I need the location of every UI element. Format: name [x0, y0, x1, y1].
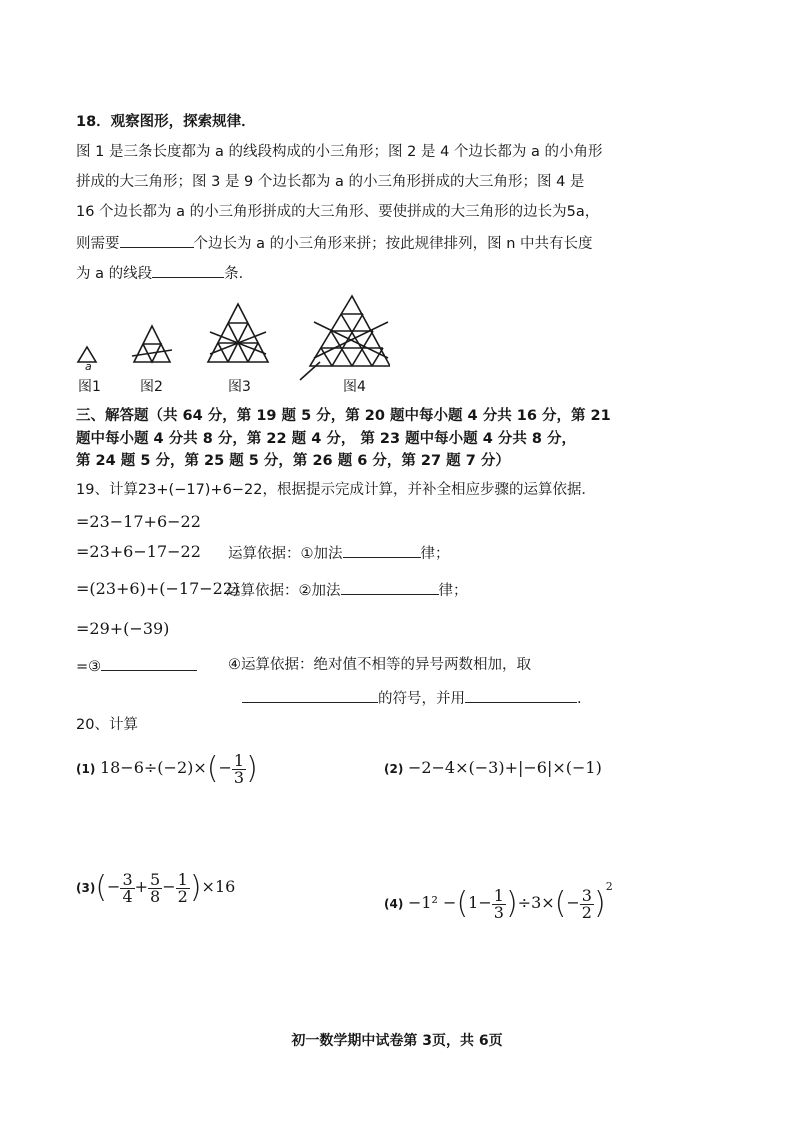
triangle-figures — [70, 292, 390, 382]
q20-p3-tail: ×16 — [201, 877, 236, 896]
q19-step5 — [76, 656, 197, 676]
q19-basis1-tail: 律； — [420, 546, 450, 562]
figure-1-side-label: a — [85, 360, 92, 373]
q20-p4-rparen1: ) — [505, 886, 518, 921]
q19-basis2-text: 运算依据：②加法 — [226, 583, 341, 599]
q20-p4-expr: −1² − — [407, 893, 457, 912]
q20-p4-lparen2: ( — [554, 886, 567, 921]
figure-3-triangle — [208, 304, 268, 362]
q19-basis4-end: . — [577, 691, 582, 707]
q19-basis4: ④运算依据：绝对值不相等的异号两数相加，取 — [228, 657, 531, 673]
q20-p4-one: 1− — [468, 893, 492, 912]
q20-p1-minus: − — [218, 758, 232, 777]
section3-line2: 题中每小题 4 分共 8 分，第 22 题 4 分， 第 23 题中每小题 4 分共 8 分， — [76, 431, 577, 447]
q18-text-need: 则需要 — [76, 236, 120, 252]
q18-text-tiao: 条． — [224, 266, 254, 282]
q19-basis1 — [228, 543, 450, 563]
q20-p2-label: (2) — [384, 762, 404, 776]
page-footer: 初一数学期中试卷第 3页，共 6页 — [291, 1033, 503, 1049]
section3-line3: 第 24 题 5 分，第 25 题 5 分，第 26 题 6 分，第 27 题 7 分） — [76, 453, 510, 469]
q19-blank-4[interactable] — [242, 688, 378, 703]
q20-p3-minus: − — [107, 877, 121, 896]
q19-step1: =23−17+6−22 — [76, 512, 201, 531]
q19-blank-2[interactable] — [341, 580, 439, 595]
q20-p1-lparen: ( — [206, 751, 219, 786]
q20-p4-lparen1: ( — [456, 886, 469, 921]
q20-p3-frac1: $\frac{3}{4}$ — [122, 869, 133, 906]
q20-p4-exponent: 2 — [605, 880, 613, 893]
q20-p1-num: 1 — [233, 750, 245, 770]
q19-blank-1[interactable] — [343, 543, 421, 558]
q20-p3-label: (3) — [76, 881, 96, 895]
q20-p3-frac3: $\frac{1}{2}$ — [177, 869, 188, 906]
q18-text-rest: 个边长为 a 的小三角形来拼；按此规律排列，图 n 中共有长度 — [193, 236, 593, 252]
q20-p3-plus: + — [134, 877, 149, 896]
q20-p1-expr: 18−6÷(−2)× — [99, 758, 207, 777]
section3-line1: 三、解答题（共 64 分，第 19 题 5 分，第 20 题中每小题 4 分共 16 分，第 21 — [76, 408, 611, 424]
q20-p3-frac2: $\frac{5}{8}$ — [150, 869, 161, 906]
figure-2-triangle — [132, 326, 172, 362]
q18-text-line1: 图 1 是三条长度都为 a 的线段构成的小三角形；图 2 是 4 个边长都为 a 的小角形 — [76, 144, 603, 160]
q18-text-line5 — [76, 263, 253, 283]
figure-3-label: 图3 — [228, 379, 251, 395]
q20-problem-3 — [76, 862, 235, 913]
q20-heading: 20、计算 — [76, 717, 138, 733]
q20-p4-mid: ÷3× — [517, 893, 555, 912]
q19-blank-3[interactable] — [101, 656, 197, 671]
q18-heading: 18．观察图形，探索规律． — [76, 114, 256, 130]
q19-basis2-tail: 律； — [438, 583, 468, 599]
figure-4-label: 图4 — [343, 379, 366, 395]
q18-blank-2[interactable] — [152, 263, 224, 278]
q19-basis4-line2 — [242, 688, 582, 708]
q19-step5-text: =③ — [76, 659, 102, 675]
q19-basis2 — [226, 580, 468, 600]
q20-problem-4 — [384, 862, 613, 929]
q19-basis4-middle: 的符号，并用 — [378, 691, 465, 707]
q20-p1-label: (1) — [76, 762, 96, 776]
q20-problem-2 — [384, 748, 602, 789]
figure-4-triangle — [300, 296, 390, 380]
q20-p3-lparen: ( — [95, 870, 108, 905]
q20-p4-rparen2: ) — [593, 886, 606, 921]
q20-p1-rparen: ) — [246, 751, 258, 786]
q20-p3-minus2: − — [162, 877, 176, 896]
q20-p1-den: 3 — [233, 767, 245, 787]
q19-prompt: 19、计算23+(−17)+6−22，根据提示完成计算，并补全相应步骤的运算依据． — [76, 482, 596, 498]
q20-p4-frac1: $\frac{1}{3}$ — [493, 885, 504, 922]
q18-text-segments: 为 a 的线段 — [76, 266, 153, 282]
q20-p2-expr: −2−4×(−3)+|−6|×(−1) — [407, 758, 602, 777]
q18-text-line4 — [76, 233, 593, 253]
q18-blank-1[interactable] — [120, 233, 194, 248]
q19-step3: =(23+6)+(−17−22) — [76, 579, 240, 598]
q20-p4-minus: − — [566, 893, 580, 912]
q18-text-line3: 16 个边长都为 a 的小三角形拼成的大三角形、要使拼成的大三角形的边长为5a， — [76, 204, 600, 220]
figure-1-label: 图1 — [78, 379, 101, 395]
q20-problem-1 — [76, 748, 258, 789]
q20-p4-frac2: $\frac{3}{2}$ — [581, 885, 592, 922]
q18-text-line2: 拼成的大三角形；图 3 是 9 个边长都为 a 的小三角形拼成的大三角形；图 4 是 — [76, 174, 585, 190]
q19-blank-5[interactable] — [465, 688, 577, 703]
q20-p1-fraction — [232, 750, 246, 787]
q20-p4-label: (4) — [384, 897, 404, 911]
figure-2-label: 图2 — [140, 379, 163, 395]
q19-basis1-text: 运算依据：①加法 — [228, 546, 343, 562]
q19-step2: =23+6−17−22 — [76, 542, 201, 561]
q20-p3-rparen: ) — [189, 870, 202, 905]
q19-step4: =29+(−39) — [76, 619, 170, 638]
